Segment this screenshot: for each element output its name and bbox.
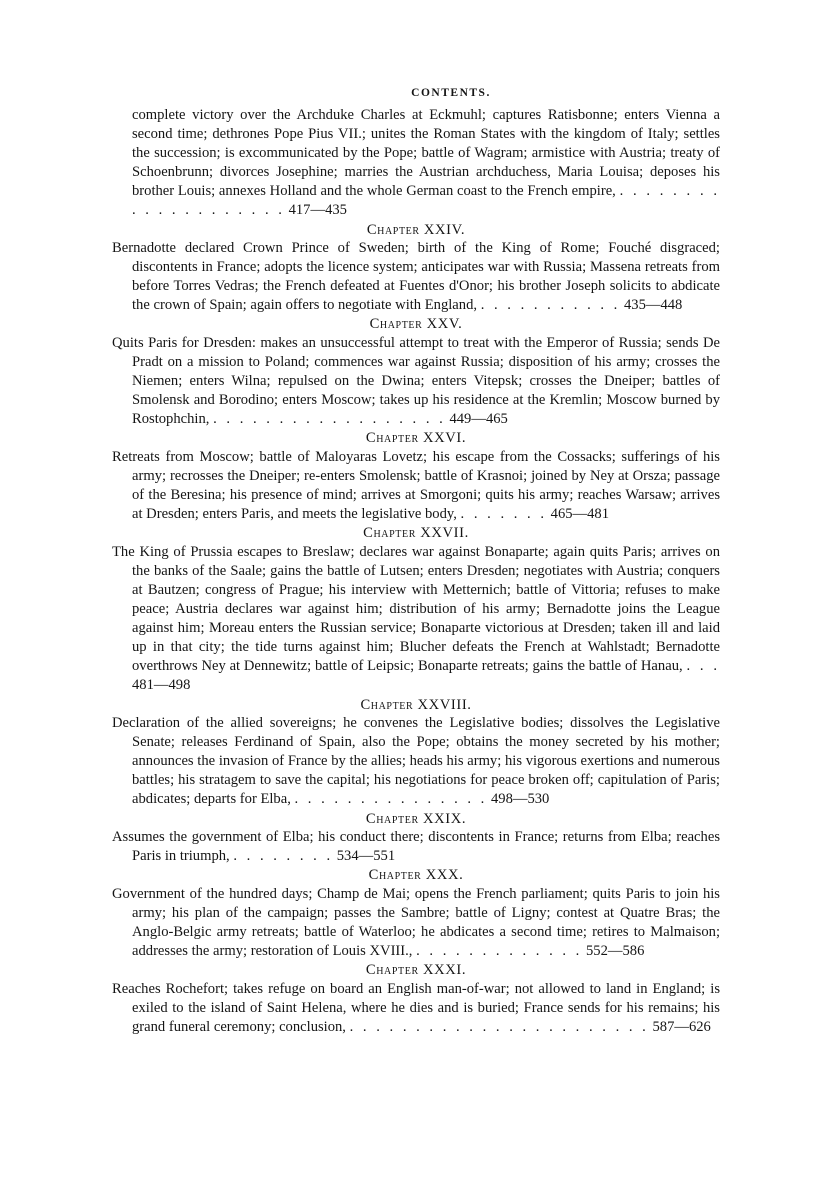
- chapter-26: [112, 429, 720, 524]
- chapter-summary: [112, 828, 720, 866]
- page-range: 534—551: [336, 848, 396, 865]
- chapter-heading: Chapter XXIX.: [365, 810, 467, 827]
- page-range: 552—586: [585, 942, 645, 959]
- chapter-31: [112, 961, 720, 1037]
- chapter-summary: [112, 714, 720, 809]
- chapter-30: [112, 866, 720, 961]
- dot-leader: . . . . . . . . . . . . . . .: [294, 791, 488, 808]
- chapter-summary: [112, 543, 720, 696]
- dot-leader: . . . . . . .: [460, 506, 547, 523]
- summary-text: Assumes the government of Elba; his conduct there; discontents in France; returns from Elba; reaches Paris in triumph,: [112, 829, 720, 865]
- page-range: 465—481: [550, 506, 610, 523]
- chapter-summary: [112, 885, 720, 961]
- chapter-25: [112, 315, 720, 429]
- chapter-24: [112, 221, 720, 316]
- chapter-summary: [112, 334, 720, 429]
- chapter-heading: Chapter XXVI.: [365, 430, 467, 447]
- chapter-heading: Chapter XXIV.: [366, 221, 466, 238]
- entry-continuation: [112, 106, 720, 221]
- page-range: 435—448: [623, 297, 683, 314]
- dot-leader: . . . . . . . . . . . . . . . . . . . .: [132, 183, 720, 219]
- summary-text: Bernadotte declared Crown Prince of Sweden; birth of the King of Rome; Fouché disgraced; discontents in France; adopts the licence system; anticipates war with Russia; Massena retreats from before Torres Vedras; the French defeated at Fuentes d'Onor; his brother Joseph solicits to abdicate the crown of Spain; again offers to negotiate with England,: [112, 240, 720, 314]
- summary-text: Retreats from Moscow; battle of Maloyaras Lovetz; his escape from the Cossacks; sufferings of his army; recrosses the Dneiper; re-enters Smolensk; battle of Krasnoi; joined by Ney at Orsza; passage of the Beresina; his presence of mind; arrives at Smorgoni; quits his army; reaches Warsaw; arrives at Dresden; enters Paris, and meets the legislative body,: [112, 448, 720, 523]
- running-head: CONTENTS.: [411, 87, 491, 99]
- page-range: 587—626: [652, 1018, 711, 1035]
- chapter-summary: [112, 448, 720, 524]
- dot-leader: . . . . . . . . . . . . . . . . . . . . . . .: [349, 1018, 649, 1035]
- summary-text: The King of Prussia escapes to Breslaw; declares war against Bonaparte; again quits Paris; arrives on the banks of the Saale; gains the battle of Lutsen; enters Dresden; negotiates with Austria; conquers at Bautzen; congress of Prague; his interview with Metternich; battle of Vittoria; refuses to make peace; Austria declares war against him; distribution of his army; Bernadotte joins the League against him; Moreau enters the Russian service; Bonaparte victorious at Dresden; taken ill and laid up in that city; the tide turns against him; Blucher defeats the French at Wahlstadt; Bernadotte overthrows Ney at Dennewitz; battle of Leipsic; Bonaparte retreats; gains the battle of Hanau,: [112, 543, 720, 675]
- summary-text: complete victory over the Archduke Charles at Eckmuhl; captures Ratisbonne; enters Vienna a second time; dethrones Pope Pius VII.; unites the Roman States with the kingdom of Italy; settles the succession; is excommunicated by the Pope; battle of Wagram; armistice with Austria; treaty of Schoenbrunn; divorces Josephine; marries the Austrian archduchess, Maria Louisa; deposes his brother Louis; annexes Holland and the whole German coast to the French empire,: [132, 107, 720, 200]
- page-range: 449—465: [449, 411, 508, 428]
- dot-leader: . . .: [686, 658, 720, 675]
- dot-leader: . . . . . . . . . . .: [480, 297, 621, 314]
- contents-page: [112, 80, 720, 1037]
- page-range: 481—498: [132, 677, 191, 694]
- chapter-heading: Chapter XXX.: [368, 867, 464, 884]
- dot-leader: . . . . . . . . . . . . . . . . . .: [213, 411, 446, 428]
- summary-text: Quits Paris for Dresden: makes an unsuccessful attempt to treat with the Emperor of Russia; sends De Pradt on a mission to Poland; commences war against Russia; disposition of his army; crosses the Niemen; enters Wilna; repulsed on the Dwina; enters Vitepsk; crosses the Dneiper; battles of Smolensk and Borodino; enters Moscow; takes up his residence at the Kremlin; Moscow burned by Rostophchin,: [112, 334, 720, 428]
- page-range: 417—435: [288, 202, 347, 219]
- chapter-heading: Chapter XXVII.: [363, 525, 469, 542]
- chapter-summary: [112, 239, 720, 315]
- entry-summary: [112, 106, 720, 221]
- chapter-heading: Chapter XXVIII.: [360, 696, 472, 713]
- dot-leader: . . . . . . . .: [233, 848, 334, 865]
- chapter-summary: [112, 980, 720, 1037]
- chapter-heading: Chapter XXV.: [369, 316, 463, 333]
- page-range: 498—530: [490, 791, 550, 808]
- summary-text: Declaration of the allied sovereigns; he convenes the Legislative bodies; dissolves the Legislative Senate; releases Ferdinand of Spain, also the Pope; obtains the money secreted by his mother; announces the invasion of France by the allies; heads his army; his vigorous exertions and numerous battles; his stratagem to save the capital; his negotiations for peace broken off; capitulation of Paris; abdicates; departs for Elba,: [112, 715, 720, 808]
- chapter-heading: Chapter XXXI.: [365, 962, 467, 979]
- summary-text: Reaches Rochefort; takes refuge on board an English man-of-war; not allowed to land in England; is exiled to the island of Saint Helena, where he dies and is buried; France sends for his remains; his grand funeral ceremony; conclusion,: [112, 980, 720, 1035]
- chapter-27: [112, 524, 720, 695]
- chapter-28: [112, 696, 720, 810]
- summary-text: Government of the hundred days; Champ de Mai; opens the French parliament; quits Paris to join his army; his plan of the campaign; passes the Sambre; battle of Ligny; contest at Quatre Bras; the Anglo-Belgic army retreats; battle of Waterloo; he abdicates a second time; retires to Malmaison; addresses the army; restoration of Louis XVIII.,: [112, 885, 720, 959]
- dot-leader: . . . . . . . . . . . . .: [416, 942, 583, 959]
- chapter-29: [112, 810, 720, 867]
